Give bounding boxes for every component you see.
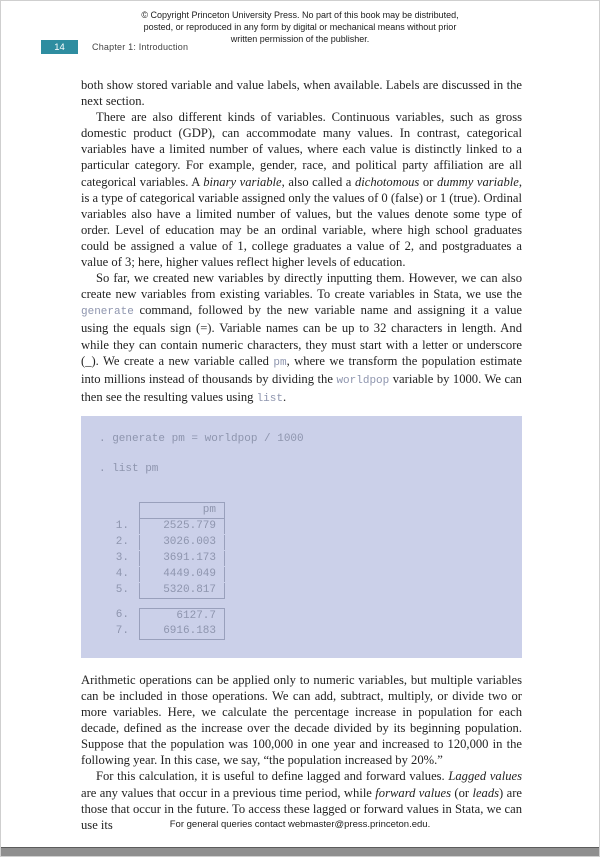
paragraph-variable-kinds — [81, 109, 522, 270]
table-row — [105, 519, 504, 535]
table-row — [105, 583, 504, 599]
stata-code-block — [81, 416, 522, 658]
text-run: both show stored variable and value labels, when available. Labels are discussed in the next section. — [81, 78, 522, 109]
text-run: . — [282, 389, 287, 404]
list-table-group-1 — [105, 503, 504, 599]
paragraph-generate-command — [81, 270, 522, 407]
page-header — [41, 40, 188, 54]
table-row — [105, 567, 504, 583]
italic-text: dummy variable — [436, 174, 519, 189]
text-run: variable by 1000. We can then see the resulting values using — [81, 371, 522, 404]
row-number: 4. — [115, 568, 129, 581]
inline-code: generate — [81, 306, 134, 319]
list-table-group-2 — [105, 608, 504, 640]
italic-text: binary variable — [203, 174, 282, 189]
code-line-generate: . generate pm = worldpop / 1000 — [99, 432, 304, 445]
text-run: ) are those that occur in the future. To access these lagged or forward values in Stata, we can use its — [81, 785, 523, 832]
row-number: 5. — [115, 584, 129, 597]
italic-text: Lagged values — [448, 769, 522, 784]
text-run: , is a type of categorical variable assigned only the values of 0 (false) or 1 (true). Ordinal variables also have a limited number of values, but the values denote some type of order. Level of education may be an ordinal variable, where high school graduates could be assigned a value of 1, college graduates a value of 2, and postgraduates a value of 3; here, higher values reflect higher levels of education. — [81, 174, 522, 270]
row-number: 6. — [115, 609, 129, 622]
page-bottom-edge — [1, 847, 599, 856]
table-row — [105, 608, 504, 624]
italic-text: leads — [472, 785, 500, 800]
cell-value: 5320.817 — [139, 583, 225, 599]
text-run: (or — [450, 785, 473, 800]
table-row — [105, 624, 504, 640]
inline-code: list — [256, 392, 283, 405]
row-number: 1. — [115, 520, 129, 533]
cell-value: 2525.779 — [139, 519, 225, 534]
row-number: 3. — [115, 552, 129, 565]
footer-contact: For general queries contact webmaster@press.princeton.edu. — [169, 819, 431, 830]
italic-text: forward values — [375, 785, 451, 800]
text-run: So far, we created new variables by directly inputting them. However, we can also create new variables from existing variables. To create variables in Stata, we use the — [81, 271, 522, 302]
text-run: , also called a — [281, 174, 355, 189]
chapter-title: Chapter 1: Introduction — [92, 42, 189, 52]
italic-text: dichotomous — [354, 174, 420, 189]
cell-value: 3026.003 — [139, 535, 225, 550]
cell-value: 6916.183 — [139, 624, 225, 640]
column-header-pm: pm — [139, 502, 225, 519]
text-run: There are also different kinds of variables. Continuous variables, such as gross domestic product (GDP), can accommodate many values. In contrast, categorical variables have a limited number of values, where each value is distinctly linked to a particular category. For example, gender, race, and political party affiliation are all categorical variables. A — [81, 110, 522, 189]
text-run: Arithmetic operations can be applied only to numeric variables, but multiple variables can be included in those operations. We can add, subtract, multiply, or divide two or more variables. Here, we calculate the percentage increase in population for each decade, defined as the increase over the decade divided by its beginning population. Suppose that the population was 100,000 in one year and increased to 120,000 in the following year. In this case, we say, “the population increased by 20%.” — [81, 672, 522, 768]
table-row — [105, 535, 504, 551]
text-run: are any values that occur in a previous time period, while — [81, 785, 376, 800]
table-row — [105, 551, 504, 567]
cell-value: 3691.173 — [139, 551, 225, 566]
text-run: or — [419, 174, 437, 189]
text-run: , where we transform the population estimate into millions instead of thousands by dividing the — [81, 353, 522, 386]
paragraph-arithmetic — [81, 672, 522, 769]
page-number-badge: 14 — [41, 40, 78, 54]
text-run: command, followed by the new variable name and assigning it a value using the equals sign (=). Variable names can be up to 32 characters in length. And while they can contain numeric characters, they must start with a letter or underscore (_). We create a new variable called — [81, 303, 522, 368]
inline-code: worldpop — [336, 374, 390, 387]
code-line-list: . list pm — [99, 462, 159, 475]
page-body — [81, 77, 522, 833]
copyright-notice: © Copyright Princeton University Press. No part of this book may be distributed, posted, or reproduced in any form by digital or mechanical means without prior written permission of the publisher. — [141, 10, 459, 45]
cell-value: 4449.049 — [139, 567, 225, 582]
stata-list-output — [105, 503, 504, 640]
inline-code: pm — [273, 356, 287, 369]
row-number: 2. — [115, 536, 129, 549]
table-header-row — [105, 503, 504, 519]
cell-value: 6127.7 — [139, 608, 225, 624]
text-run: For this calculation, it is useful to define lagged and forward values. — [96, 769, 449, 784]
row-number: 7. — [115, 625, 129, 638]
paragraph-labels — [81, 77, 522, 109]
